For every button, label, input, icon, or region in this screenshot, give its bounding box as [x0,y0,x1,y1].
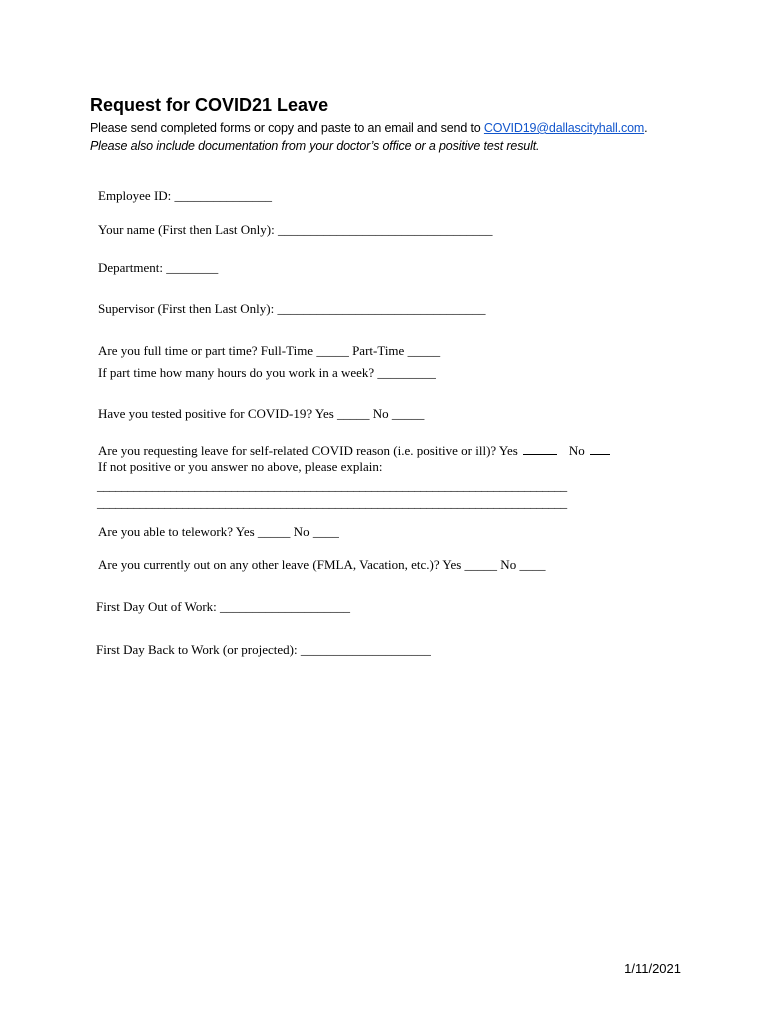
intro-line-1 [90,121,648,135]
other-leave-field[interactable]: Are you currently out on any other leave (FMLA, Vacation, etc.)? Yes _____ No ____ [98,557,546,572]
your-name-field[interactable]: Your name (First then Last Only): _________________________________ [98,222,493,237]
employee-id-field[interactable]: Employee ID: _______________ [98,188,273,203]
intro-line-2: Please also include documentation from your doctor’s office or a positive test result. [90,139,540,153]
self-related-no-blank[interactable] [590,444,610,455]
self-related-leave-field[interactable] [98,443,612,459]
footer-date: 1/11/2021 [624,961,681,976]
telework-field[interactable]: Are you able to telework? Yes _____ No ____ [98,524,339,539]
intro-text: Please send completed forms or copy and paste to an email and send to [90,121,484,135]
explain-line-2[interactable]: _____________________________________________________________________________ [97,495,567,510]
first-day-out-field[interactable]: First Day Out of Work: ____________________ [96,599,351,614]
department-field[interactable]: Department: ________ [98,260,219,275]
full-part-time-field[interactable]: Are you full time or part time? Full-Time _____ Part-Time _____ [98,343,441,358]
self-related-no-label: No [568,443,585,458]
tested-positive-field[interactable]: Have you tested positive for COVID-19? Yes _____ No _____ [98,406,425,421]
self-related-yes-blank[interactable] [523,444,557,455]
first-day-back-field[interactable]: First Day Back to Work (or projected): ____________________ [96,642,431,657]
explain-line-1[interactable]: _____________________________________________________________________________ [97,478,567,493]
part-time-hours-field[interactable]: If part time how many hours do you work in a week? _________ [98,365,436,380]
self-related-question: Are you requesting leave for self-related COVID reason (i.e. positive or ill)? Yes [98,443,518,458]
intro-suffix: . [644,121,648,135]
explain-prompt: If not positive or you answer no above, please explain: [98,459,383,474]
supervisor-field[interactable]: Supervisor (First then Last Only): ________________________________ [98,301,486,316]
page-title: Request for COVID21 Leave [90,95,329,115]
email-link[interactable]: COVID19@dallascityhall.com [483,121,645,135]
